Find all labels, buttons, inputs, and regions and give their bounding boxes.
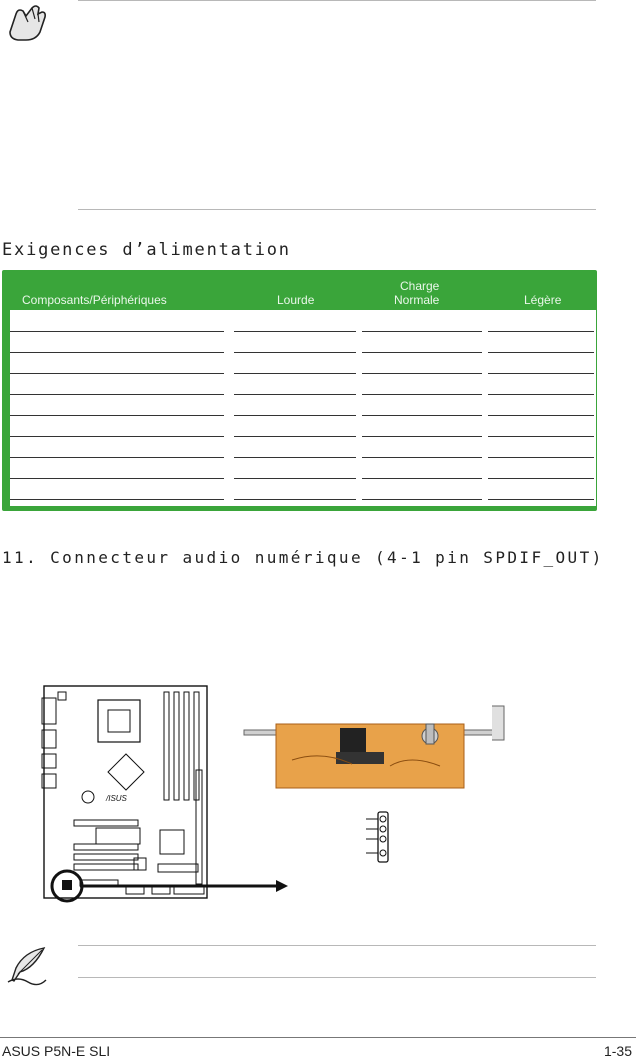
table-cell xyxy=(362,396,482,416)
spdif-pin-header xyxy=(364,810,404,866)
table-row xyxy=(10,354,596,374)
table-cell xyxy=(234,438,356,458)
table-cell xyxy=(10,333,224,353)
power-table xyxy=(2,270,597,511)
table-cell xyxy=(362,438,482,458)
table-cell xyxy=(488,459,594,479)
table-row xyxy=(10,396,596,416)
header-light: Légère xyxy=(524,293,562,307)
table-row xyxy=(10,375,596,395)
table-cell xyxy=(362,459,482,479)
table-cell xyxy=(362,480,482,500)
table-body xyxy=(10,310,596,506)
table-cell xyxy=(488,417,594,437)
table-cell xyxy=(234,333,356,353)
table-cell xyxy=(488,333,594,353)
table-cell xyxy=(488,480,594,500)
table-cell xyxy=(362,354,482,374)
footer-rule xyxy=(0,1037,636,1038)
header-load-line1: Charge xyxy=(400,279,440,293)
table-cell xyxy=(234,396,356,416)
table-row xyxy=(10,480,596,500)
note-icon xyxy=(4,2,50,44)
table-cell xyxy=(362,375,482,395)
table-cell xyxy=(234,480,356,500)
tip-top-rule xyxy=(78,945,596,946)
table-cell xyxy=(10,375,224,395)
table-cell xyxy=(234,312,356,332)
motherboard-logo: /ISUS xyxy=(106,794,127,803)
table-cell xyxy=(10,354,224,374)
table-header xyxy=(2,270,597,310)
table-cell xyxy=(488,375,594,395)
table-row xyxy=(10,333,596,353)
table-cell xyxy=(488,354,594,374)
table-cell xyxy=(362,333,482,353)
table-cell xyxy=(10,396,224,416)
header-heavy: Lourde xyxy=(277,293,315,307)
table-cell xyxy=(10,480,224,500)
table-cell xyxy=(488,438,594,458)
table-cell xyxy=(234,354,356,374)
spdif-bracket-image xyxy=(240,700,520,800)
spdif-section-title: 11. Connecteur audio numérique (4-1 pin SPDIF_OUT) xyxy=(2,548,604,567)
table-cell xyxy=(234,375,356,395)
table-cell xyxy=(10,459,224,479)
footer-product: ASUS P5N-E SLI xyxy=(2,1043,111,1059)
table-cell xyxy=(362,312,482,332)
table-cell xyxy=(488,312,594,332)
power-section-title: Exigences d’alimentation xyxy=(2,240,291,260)
tip-icon xyxy=(4,946,48,986)
table-row xyxy=(10,459,596,479)
header-component: Composants/Périphériques xyxy=(22,293,167,307)
table-cell xyxy=(234,417,356,437)
note-top-rule xyxy=(78,0,596,1)
table-cell xyxy=(10,417,224,437)
table-row xyxy=(10,312,596,332)
note-bottom-rule xyxy=(78,209,596,210)
footer-page-number: 1-35 xyxy=(603,1043,632,1059)
tip-bottom-rule xyxy=(78,977,596,978)
header-load-line2: Normale xyxy=(394,293,440,307)
table-row xyxy=(10,417,596,437)
table-cell xyxy=(488,396,594,416)
table-cell xyxy=(10,312,224,332)
table-row xyxy=(10,438,596,458)
table-cell xyxy=(10,438,224,458)
table-cell xyxy=(362,417,482,437)
table-cell xyxy=(234,459,356,479)
